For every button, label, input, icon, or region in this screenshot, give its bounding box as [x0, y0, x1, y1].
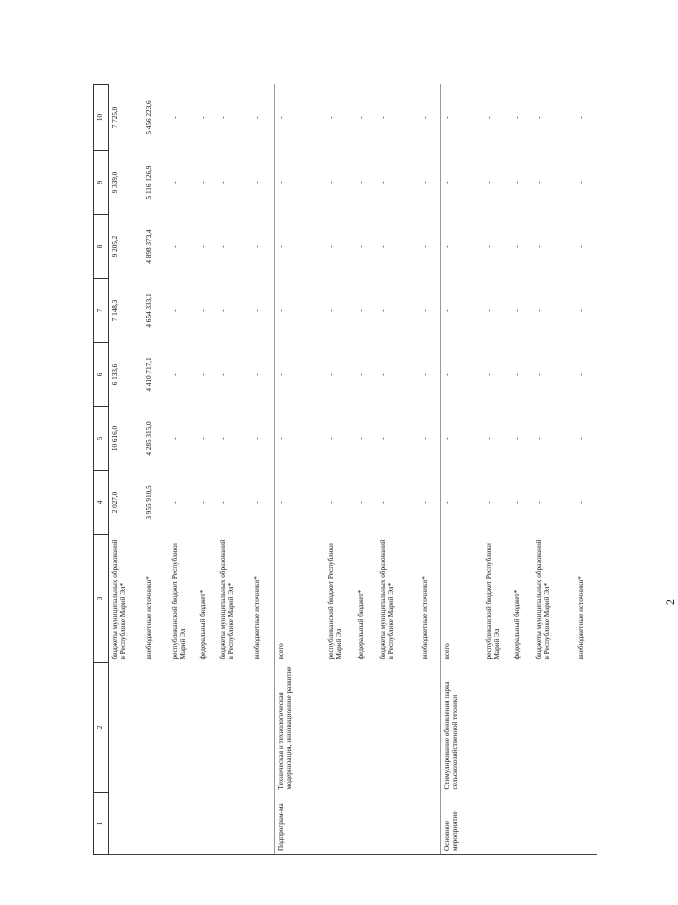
- funding-source-cell: федеральный бюджет*: [198, 589, 207, 660]
- table-row: [217, 85, 251, 855]
- program-name-cell: [511, 663, 533, 793]
- amount-cell: -: [252, 309, 261, 312]
- amount-cell: -: [512, 373, 521, 376]
- amount-cell: -: [534, 437, 543, 440]
- amount-cell: -: [420, 437, 429, 440]
- amount-cell: -: [170, 116, 179, 119]
- amount-cell: -: [441, 85, 483, 151]
- program-level-cell: [109, 793, 143, 855]
- program-name-cell: [197, 663, 217, 793]
- program-level-cell: [169, 793, 197, 855]
- amount-cell: -: [275, 343, 325, 407]
- program-name-cell: [483, 663, 511, 793]
- program-name-cell: [217, 663, 251, 793]
- amount-cell: -: [218, 116, 227, 119]
- amount-cell: 5 116 126,9: [144, 165, 153, 200]
- rotated-table-wrapper: [93, 85, 628, 855]
- header-cell: 5: [94, 407, 109, 471]
- funding-source-cell: всего: [275, 535, 325, 663]
- program-level-cell: [197, 793, 217, 855]
- amount-cell: -: [420, 309, 429, 312]
- table-row: [377, 85, 419, 855]
- amount-cell: -: [170, 373, 179, 376]
- amount-cell: -: [218, 373, 227, 376]
- amount-cell: 10 616,0: [111, 425, 119, 452]
- amount-cell: -: [378, 501, 387, 504]
- amount-cell: -: [356, 437, 365, 440]
- funding-source-cell: внебюджетные источники*: [576, 576, 585, 660]
- program-level-cell: [355, 793, 377, 855]
- amount-cell: -: [198, 501, 207, 504]
- program-level-cell: [143, 793, 169, 855]
- amount-cell: -: [326, 501, 335, 504]
- amount-cell: -: [420, 181, 429, 184]
- amount-cell: -: [326, 116, 335, 119]
- amount-cell: 9 205,2: [111, 235, 119, 258]
- table-row: [511, 85, 533, 855]
- table-body: [109, 85, 597, 855]
- amount-cell: -: [420, 373, 429, 376]
- program-name-cell: [325, 663, 355, 793]
- amount-cell: -: [198, 245, 207, 248]
- table-row: [275, 85, 325, 855]
- funding-source-cell: федеральный бюджет*: [356, 589, 365, 660]
- amount-cell: -: [252, 501, 261, 504]
- amount-cell: -: [170, 309, 179, 312]
- amount-cell: -: [218, 245, 227, 248]
- amount-cell: 9 339,0: [111, 171, 119, 194]
- header-cell: 9: [94, 151, 109, 215]
- table-row: [325, 85, 355, 855]
- program-level-cell: [419, 793, 441, 855]
- amount-cell: -: [441, 151, 483, 215]
- amount-cell: -: [576, 181, 585, 184]
- program-level-cell: [217, 793, 251, 855]
- amount-cell: -: [512, 309, 521, 312]
- amount-cell: -: [441, 215, 483, 279]
- table-row: [197, 85, 217, 855]
- amount-cell: -: [484, 116, 493, 119]
- amount-cell: -: [378, 437, 387, 440]
- amount-cell: -: [576, 245, 585, 248]
- amount-cell: -: [326, 245, 335, 248]
- amount-cell: -: [441, 471, 483, 535]
- program-name-cell: [169, 663, 197, 793]
- amount-cell: -: [218, 309, 227, 312]
- amount-cell: -: [218, 437, 227, 440]
- funding-source-cell: республиканский бюджет Республики Марий Эл: [484, 543, 501, 660]
- amount-cell: 7 148,3: [111, 299, 119, 322]
- amount-cell: -: [326, 373, 335, 376]
- program-name-cell: [419, 663, 441, 793]
- table-row: [169, 85, 197, 855]
- amount-cell: -: [275, 279, 325, 343]
- amount-cell: -: [275, 151, 325, 215]
- amount-cell: -: [170, 437, 179, 440]
- budget-table: [93, 84, 597, 855]
- amount-cell: -: [576, 501, 585, 504]
- funding-source-cell: всего: [441, 535, 483, 663]
- funding-source-cell: республиканский бюджет Республики Марий Эл: [326, 543, 343, 660]
- amount-cell: -: [356, 181, 365, 184]
- table-row: [143, 85, 169, 855]
- amount-cell: 7 725,0: [111, 106, 119, 129]
- program-name-cell: Стимулирование обновления парка сельскохозяйственной техники: [441, 663, 483, 793]
- amount-cell: 4 410 717,1: [144, 357, 153, 392]
- program-name-cell: [355, 663, 377, 793]
- amount-cell: -: [378, 116, 387, 119]
- amount-cell: 4 285 315,0: [144, 421, 153, 456]
- program-level-cell: [575, 793, 597, 855]
- header-cell: 6: [94, 343, 109, 407]
- amount-cell: -: [326, 309, 335, 312]
- page-number: 2: [663, 599, 677, 605]
- amount-cell: -: [252, 245, 261, 248]
- program-name-cell: [575, 663, 597, 793]
- amount-cell: -: [378, 181, 387, 184]
- amount-cell: -: [275, 85, 325, 151]
- amount-cell: -: [441, 343, 483, 407]
- table-row: [251, 85, 275, 855]
- amount-cell: -: [512, 437, 521, 440]
- amount-cell: -: [378, 245, 387, 248]
- funding-source-cell: внебюджетные источники*: [144, 576, 153, 660]
- table-row: [533, 85, 575, 855]
- amount-cell: -: [484, 309, 493, 312]
- amount-cell: -: [275, 471, 325, 535]
- amount-cell: -: [441, 407, 483, 471]
- amount-cell: -: [576, 309, 585, 312]
- header-cell: 8: [94, 215, 109, 279]
- amount-cell: -: [252, 437, 261, 440]
- amount-cell: -: [252, 373, 261, 376]
- amount-cell: -: [420, 116, 429, 119]
- amount-cell: 6 133,6: [111, 363, 119, 386]
- amount-cell: -: [534, 501, 543, 504]
- program-level-cell: [511, 793, 533, 855]
- amount-cell: -: [170, 245, 179, 248]
- funding-source-cell: бюджеты муниципальных образований в Республике Марий Эл*: [111, 539, 128, 660]
- amount-cell: -: [512, 116, 521, 119]
- amount-cell: 4 898 373,4: [144, 229, 153, 264]
- amount-cell: -: [356, 245, 365, 248]
- amount-cell: -: [218, 181, 227, 184]
- program-level-cell: [325, 793, 355, 855]
- amount-cell: -: [534, 309, 543, 312]
- amount-cell: -: [356, 116, 365, 119]
- amount-cell: -: [534, 373, 543, 376]
- program-level-cell: [377, 793, 419, 855]
- header-row: [94, 85, 109, 855]
- program-name-cell: [251, 663, 275, 793]
- funding-source-cell: бюджеты муниципальных образований в Республике Марий Эл*: [378, 539, 395, 660]
- amount-cell: -: [198, 116, 207, 119]
- amount-cell: -: [378, 373, 387, 376]
- amount-cell: -: [198, 181, 207, 184]
- amount-cell: -: [275, 407, 325, 471]
- header-cell: 10: [94, 85, 109, 151]
- amount-cell: -: [378, 309, 387, 312]
- header-cell: 7: [94, 279, 109, 343]
- amount-cell: -: [512, 181, 521, 184]
- program-name-cell: [143, 663, 169, 793]
- funding-source-cell: бюджеты муниципальных образований в Республике Марий Эл*: [218, 539, 235, 660]
- funding-source-cell: федеральный бюджет*: [512, 589, 521, 660]
- program-level-cell: [483, 793, 511, 855]
- amount-cell: -: [512, 501, 521, 504]
- amount-cell: -: [198, 309, 207, 312]
- header-cell: 2: [94, 663, 109, 793]
- program-level-cell: [533, 793, 575, 855]
- amount-cell: -: [441, 279, 483, 343]
- amount-cell: -: [534, 116, 543, 119]
- amount-cell: -: [576, 437, 585, 440]
- amount-cell: -: [534, 245, 543, 248]
- table-row: [483, 85, 511, 855]
- funding-source-cell: внебюджетные источники*: [252, 576, 261, 660]
- amount-cell: 3 955 910,5: [144, 485, 153, 520]
- amount-cell: -: [356, 309, 365, 312]
- table-row: [575, 85, 597, 855]
- program-name-cell: [109, 663, 143, 793]
- header-cell: 1: [94, 793, 109, 855]
- amount-cell: -: [512, 245, 521, 248]
- amount-cell: -: [275, 215, 325, 279]
- funding-source-cell: республиканский бюджет Республики Марий Эл: [170, 543, 187, 660]
- program-name-cell: Техническая и технологическая модернизация, инновационное развитие: [275, 663, 325, 793]
- amount-cell: -: [356, 373, 365, 376]
- amount-cell: -: [484, 501, 493, 504]
- funding-source-cell: бюджеты муниципальных образований в Республике Марий Эл*: [534, 539, 551, 660]
- amount-cell: -: [534, 181, 543, 184]
- amount-cell: -: [252, 181, 261, 184]
- amount-cell: -: [252, 116, 261, 119]
- amount-cell: -: [218, 501, 227, 504]
- table-row: [355, 85, 377, 855]
- amount-cell: -: [170, 181, 179, 184]
- funding-source-cell: внебюджетные источники*: [420, 576, 429, 660]
- program-name-cell: [533, 663, 575, 793]
- program-level-cell: Основное мероприятие: [441, 793, 483, 855]
- amount-cell: -: [484, 245, 493, 248]
- amount-cell: -: [576, 116, 585, 119]
- amount-cell: -: [484, 181, 493, 184]
- amount-cell: -: [484, 437, 493, 440]
- amount-cell: -: [484, 373, 493, 376]
- amount-cell: 2 027,0: [111, 491, 119, 514]
- amount-cell: -: [356, 501, 365, 504]
- program-level-cell: Подпрограм-ма: [275, 793, 325, 855]
- header-cell: 4: [94, 471, 109, 535]
- amount-cell: -: [198, 437, 207, 440]
- table-row: [441, 85, 483, 855]
- table-row: [109, 85, 143, 855]
- amount-cell: -: [326, 181, 335, 184]
- table-row: [419, 85, 441, 855]
- program-name-cell: [377, 663, 419, 793]
- amount-cell: -: [198, 373, 207, 376]
- amount-cell: 5 456 223,6: [144, 100, 153, 135]
- amount-cell: -: [326, 437, 335, 440]
- header-cell: 3: [94, 535, 109, 663]
- amount-cell: 4 654 333,1: [144, 293, 153, 328]
- amount-cell: -: [420, 501, 429, 504]
- program-level-cell: [251, 793, 275, 855]
- amount-cell: -: [420, 245, 429, 248]
- amount-cell: -: [170, 501, 179, 504]
- amount-cell: -: [576, 373, 585, 376]
